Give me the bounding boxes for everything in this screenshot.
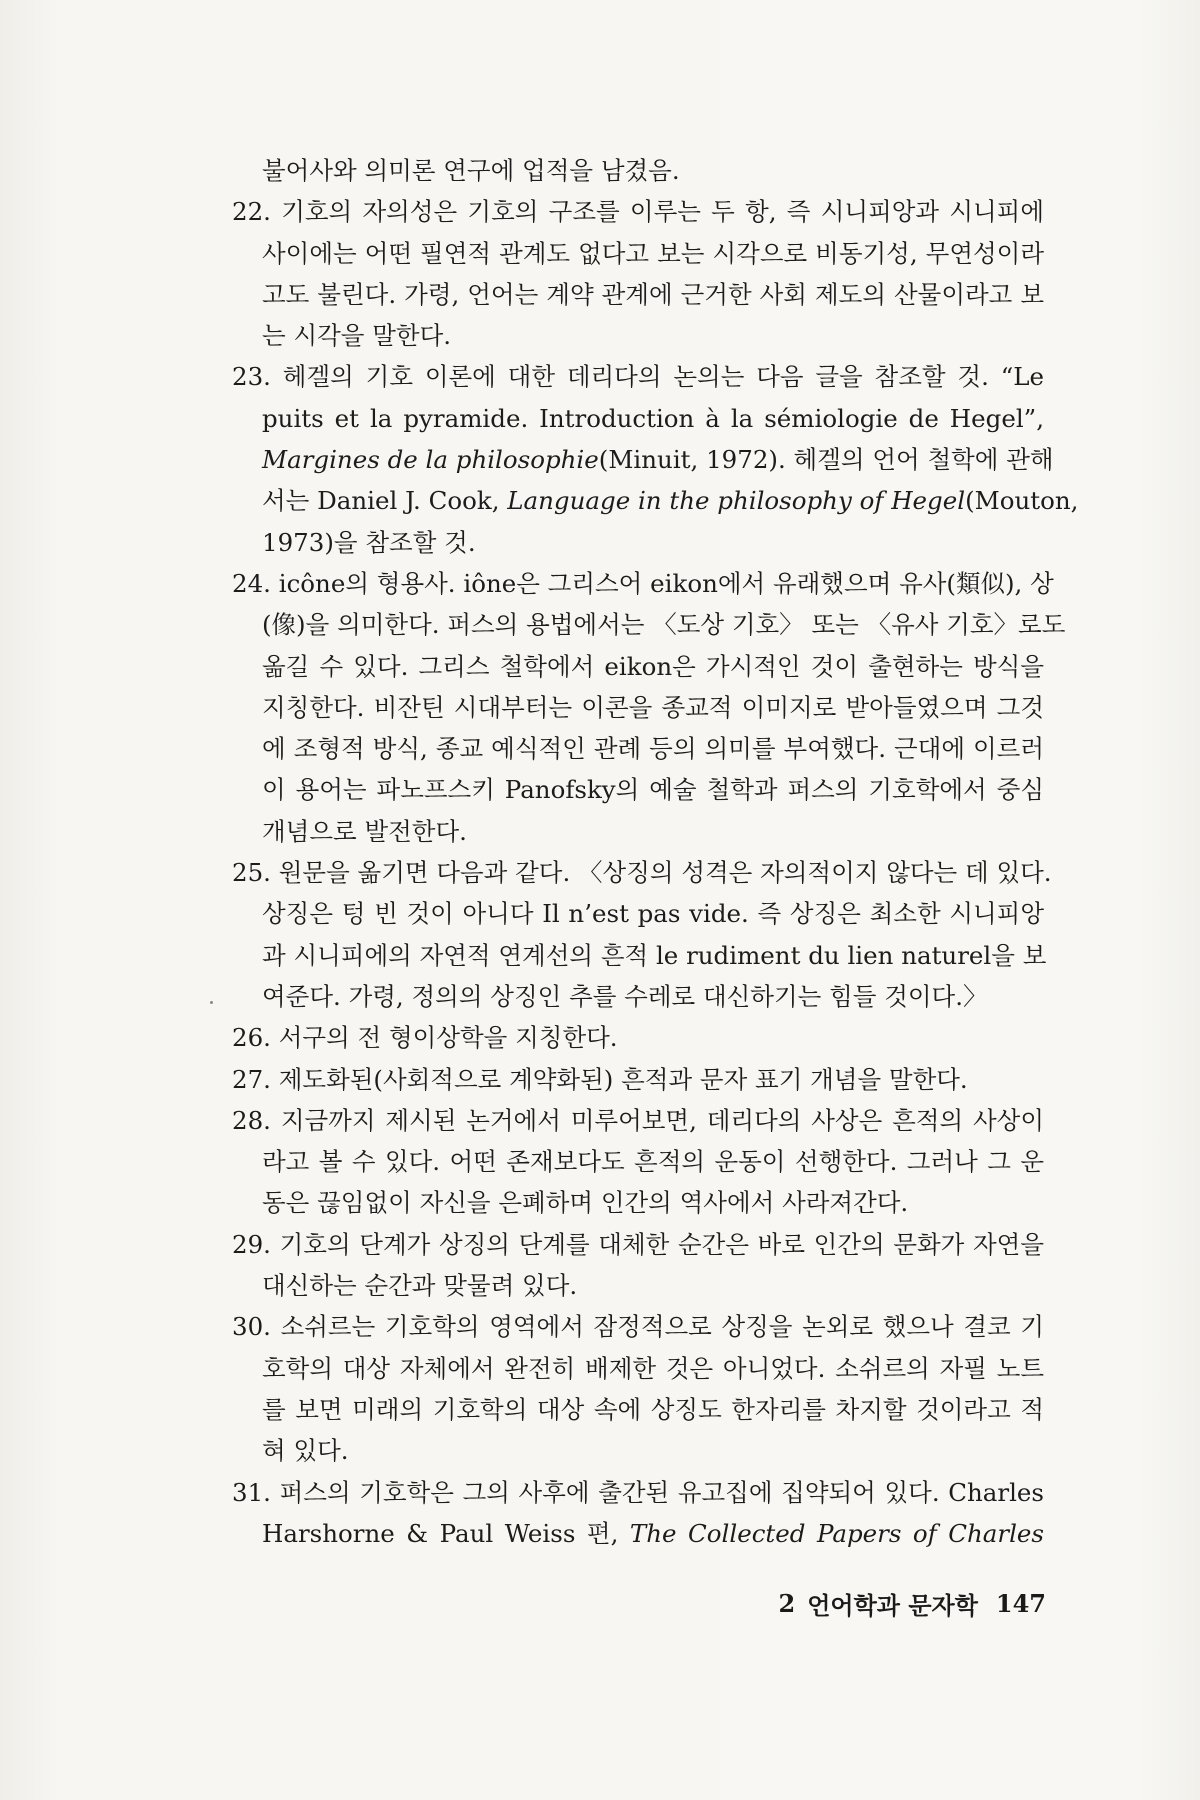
text-line: (像)을 의미한다. 퍼스의 용법에서는 〈도상 기호〉 또는 〈유사 기호〉로도: [262, 610, 1066, 640]
text-line: [232, 439, 1054, 480]
text-line: 30. 소쉬르는 기호학의 영역에서 잠정적으로 상징을 논외로 했으나 결코 기: [232, 1312, 1044, 1342]
text-line: 라고 볼 수 있다. 어떤 존재보다도 흔적의 운동이 선행한다. 그러나 그 운: [262, 1147, 1044, 1177]
text-line: 23. 헤겔의 기호 이론에 대한 데리다의 논의는 다음 글을 참조할 것. “Le: [232, 362, 1044, 392]
book-title-italic: Language in the philosophy of Hegel: [507, 486, 966, 516]
footnote-24: [232, 563, 1066, 852]
footnote-27: [232, 1059, 1044, 1100]
text-run: (Mouton,: [965, 486, 1079, 516]
text-line: 사이에는 어떤 필연적 관계도 없다고 보는 시각으로 비동기성, 무연성이라: [262, 238, 1044, 268]
footnote-26: [232, 1017, 1044, 1058]
text-line: 여준다. 가령, 정의의 상징인 추를 수레로 대신하기는 힘들 것이다.〉: [262, 981, 988, 1011]
text-line: 대신하는 순간과 맞물려 있다.: [262, 1271, 578, 1301]
chapter-title: 언어학과 문자학: [807, 1590, 978, 1620]
text-line: 27. 제도화된(사회적으로 계약화된) 흔적과 문자 표기 개념을 말한다.: [232, 1064, 968, 1094]
text-line: 상징은 텅 빈 것이 아니다 Il n’est pas vide. 즉 상징은 최소한 시니피앙: [262, 899, 1044, 929]
text-line: 동은 끊임없이 자신을 은폐하며 인간의 역사에서 사라져간다.: [262, 1188, 909, 1218]
footnote-21-continuation: [232, 150, 1044, 191]
text-line: [232, 480, 1079, 521]
footnote-23: [232, 356, 1079, 562]
text-line: 28. 지금까지 제시된 논거에서 미루어보면, 데리다의 사상은 흔적의 사상이: [232, 1105, 1044, 1135]
text-line: 1973)을 참조할 것.: [262, 527, 476, 557]
text-line: 를 보면 미래의 기호학의 대상 속에 상징도 한자리를 차지할 것이라고 적: [262, 1394, 1044, 1424]
text-line: 호학의 대상 자체에서 완전히 배제한 것은 아니었다. 소쉬르의 자필 노트: [262, 1353, 1044, 1383]
text-line: 지칭한다. 비잔틴 시대부터는 이콘을 종교적 이미지로 받아들였으며 그것: [262, 692, 1044, 722]
text-line: 25. 원문을 옮기면 다음과 같다. 〈상징의 성격은 자의적이지 않다는 데 있다.: [232, 858, 1052, 888]
text-line: puits et la pyramide. Introduction à la sémiologie de Hegel”,: [262, 403, 1044, 433]
page-number: 147: [995, 1588, 1046, 1618]
text-line: 31. 퍼스의 기호학은 그의 사후에 출간된 유고집에 집약되어 있다. Charles: [232, 1477, 1044, 1507]
footnote-25: [232, 852, 1052, 1017]
footnote-29: [232, 1224, 1044, 1307]
book-title-italic: Margines de la philosophie: [262, 445, 599, 475]
text-line: 22. 기호의 자의성은 기호의 구조를 이루는 두 항, 즉 시니피앙과 시니피에: [232, 197, 1044, 227]
text-line: 혀 있다.: [262, 1436, 349, 1466]
text-line: 에 조형적 방식, 종교 예식적인 관례 등의 의미를 부여했다. 근대에 이르러: [262, 734, 1044, 764]
text-line: 불어사와 의미론 연구에 업적을 남겼음.: [262, 156, 680, 185]
footnote-30: [232, 1306, 1044, 1471]
footnote-28: [232, 1100, 1044, 1224]
text-run: Harshorne & Paul Weiss 편,: [262, 1518, 630, 1548]
text-run: (Minuit, 1972). 헤겔의 언어 철학에 관해: [598, 445, 1054, 475]
text-line: 24. icône의 형용사. iône은 그리스어 eikon에서 유래했으며 유사(類似), 상: [232, 568, 1054, 598]
text-line: [232, 1513, 1044, 1554]
text-line: 고도 불린다. 가령, 언어는 계약 관계에 근거한 사회 제도의 산물이라고 보: [262, 279, 1044, 309]
text-line: 이 용어는 파노프스키 Panofsky의 예술 철학과 퍼스의 기호학에서 중심: [262, 775, 1044, 805]
text-line: 26. 서구의 전 형이상학을 지칭한다.: [232, 1023, 618, 1053]
scan-dust-mark: [210, 1001, 213, 1004]
chapter-number: 2: [778, 1588, 796, 1618]
text-run: 서는 Daniel J. Cook,: [262, 486, 508, 516]
footnotes-body: [232, 150, 1079, 1554]
text-line: 과 시니피에의 자연적 연계선의 흔적 le rudiment du lien naturel을 보: [262, 940, 1047, 970]
text-line: 개념으로 발전한다.: [262, 816, 467, 846]
text-line: 29. 기호의 단계가 상징의 단계를 대체한 순간은 바로 인간의 문화가 자연을: [232, 1229, 1044, 1259]
page-footer: [746, 1583, 1046, 1623]
text-line: 옮길 수 있다. 그리스 철학에서 eikon은 가시적인 것이 출현하는 방식을: [262, 651, 1044, 681]
text-line: 는 시각을 말한다.: [262, 321, 452, 351]
footnote-22: [232, 191, 1044, 356]
book-title-italic: The Collected Papers of Charles: [629, 1518, 1045, 1548]
footnote-31: [232, 1472, 1044, 1555]
